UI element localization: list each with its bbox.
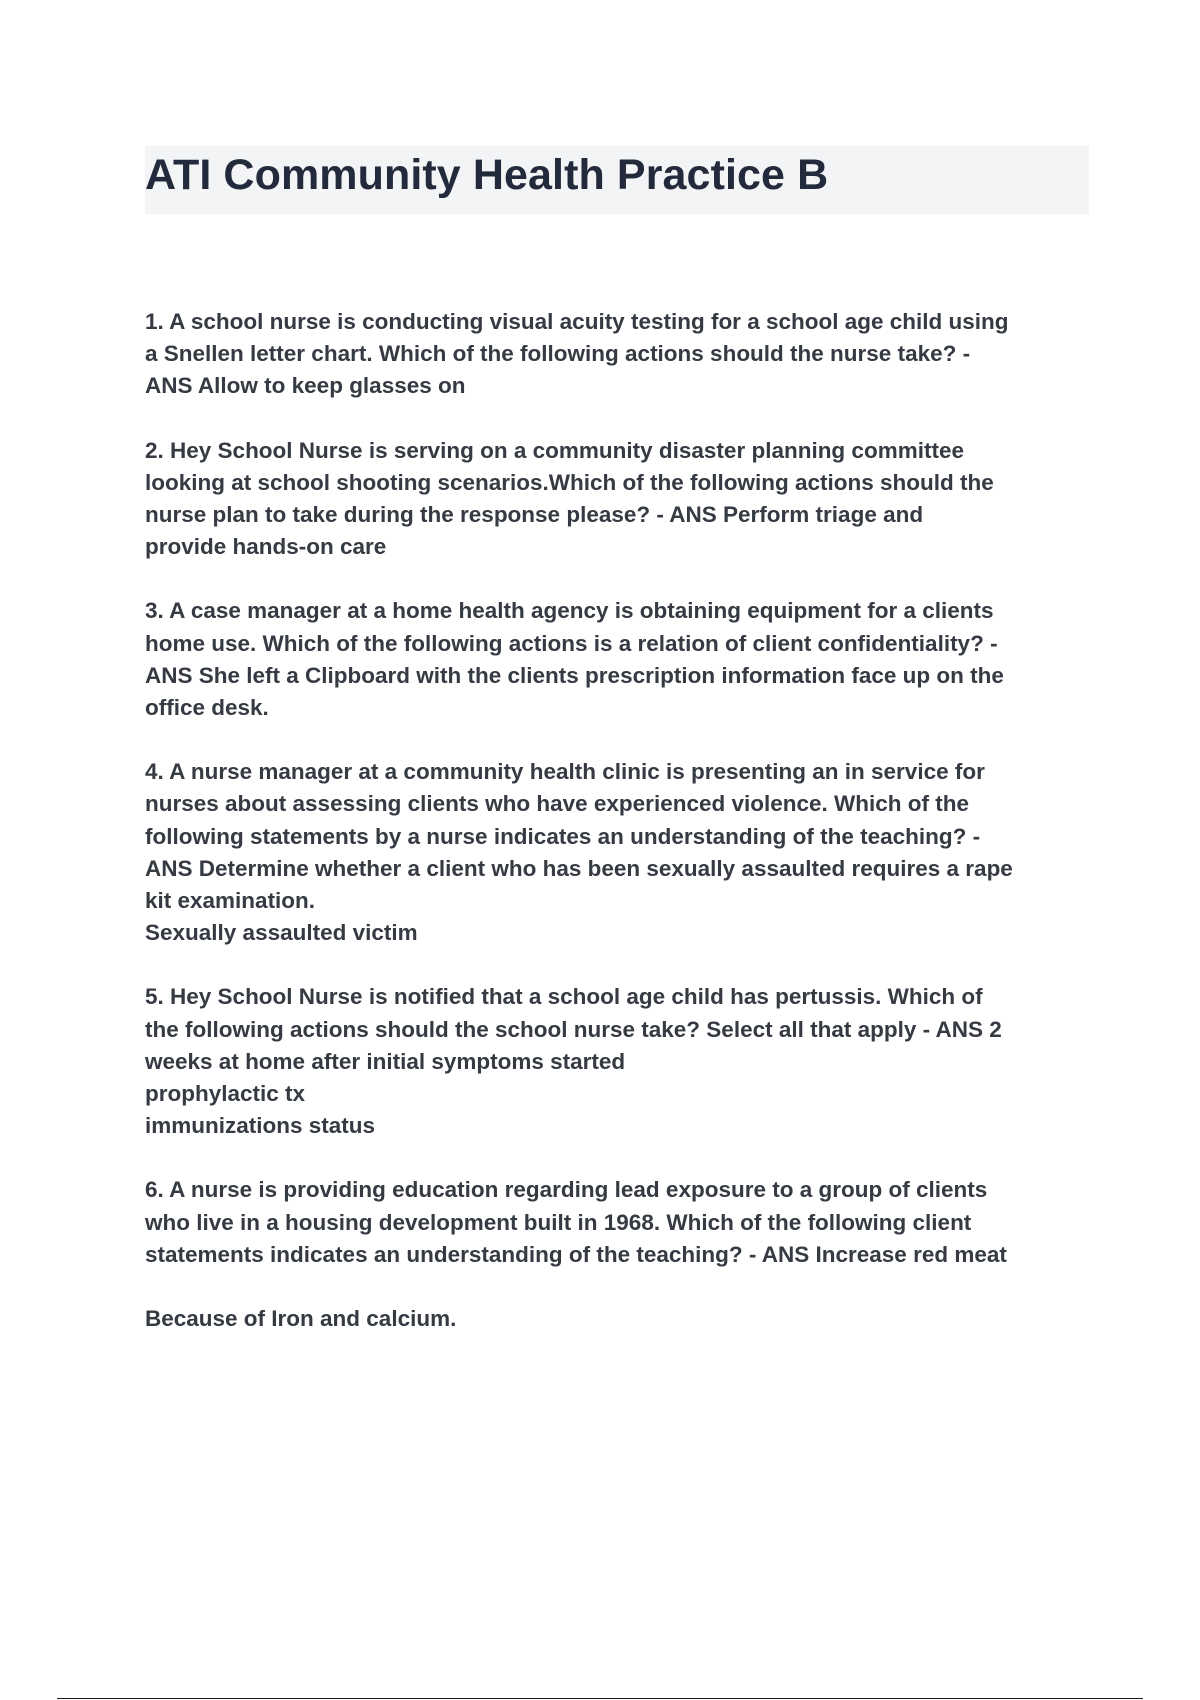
question-4-answer: kit examination. <box>145 888 316 914</box>
question-5-line: 5. Hey School Nurse is notified that a school age child has pertussis. Which of <box>145 984 983 1010</box>
question-4-line: following statements by a nurse indicates an understanding of the teaching? - <box>145 823 981 849</box>
question-6 <box>145 1174 1090 1271</box>
question-6-line: 6. A nurse is providing education regarding lead exposure to a group of clients <box>145 1177 988 1203</box>
document-title: ATI Community Health Practice B <box>145 151 829 199</box>
question-5-answer: weeks at home after initial symptoms started <box>145 1048 626 1074</box>
question-4-answer: ANS Determine whether a client who has been sexually assaulted requires a rape <box>145 855 1013 881</box>
question-4 <box>145 756 1090 949</box>
question-3-line: home use. Which of the following actions is a relation of client confidentiality? - <box>145 630 998 656</box>
question-6-line: who live in a housing development built in 1968. Which of the following client <box>145 1209 972 1235</box>
question-5-answer: immunizations status <box>145 1113 376 1139</box>
question-6-answer: statements indicates an understanding of the teaching? - ANS Increase red meat <box>145 1241 1007 1267</box>
question-3 <box>145 595 1090 724</box>
question-4-line: 4. A nurse manager at a community health clinic is presenting an in service for <box>145 759 985 785</box>
question-3-answer: ANS She left a Clipboard with the clients prescription information face up on the <box>145 662 1004 688</box>
question-1-line: a Snellen letter chart. Which of the following actions should the nurse take? - <box>145 341 971 367</box>
question-1 <box>145 306 1090 403</box>
question-6-note-text: Because of Iron and calcium. <box>145 1306 457 1332</box>
question-4-line: nurses about assessing clients who have experienced violence. Which of the <box>145 791 969 817</box>
question-2 <box>145 435 1090 564</box>
title-banner <box>145 146 1089 214</box>
question-3-line: 3. A case manager at a home health agency is obtaining equipment for a clients <box>145 598 994 624</box>
question-5 <box>145 981 1090 1142</box>
question-2-answer: provide hands-on care <box>145 534 387 560</box>
question-1-answer: ANS Allow to keep glasses on <box>145 373 466 399</box>
question-5-line: the following actions should the school nurse take? Select all that apply - ANS 2 <box>145 1016 1002 1042</box>
question-2-line: looking at school shooting scenarios.Which of the following actions should the <box>145 469 994 495</box>
question-1-line: 1. A school nurse is conducting visual acuity testing for a school age child using <box>145 309 1009 334</box>
question-6-note <box>145 1303 1090 1335</box>
question-5-answer: prophylactic tx <box>145 1081 306 1107</box>
question-2-line: 2. Hey School Nurse is serving on a community disaster planning committee <box>145 437 964 463</box>
question-2-line: nurse plan to take during the response please? - ANS Perform triage and <box>145 502 924 528</box>
question-3-answer: office desk. <box>145 695 269 721</box>
question-list <box>145 306 1090 1367</box>
footer-divider <box>57 1698 1143 1699</box>
question-4-answer: Sexually assaulted victim <box>145 920 418 946</box>
